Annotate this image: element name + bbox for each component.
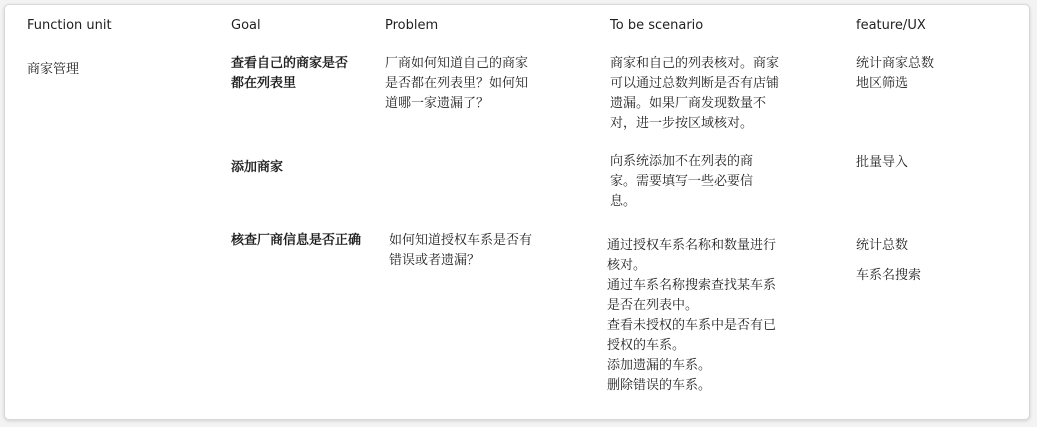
row-1-problem-line: 道哪一家遗漏了？	[385, 96, 490, 111]
row-1-problem-line: 是否都在列表里？如何知	[385, 76, 529, 91]
header-scenario: To be scenario	[610, 18, 704, 33]
row-3-scenario-line: 通过车系名称搜索查找某车系	[607, 278, 777, 293]
row-3-scenario-line: 添加遗漏的车系。	[607, 358, 712, 373]
row-3-feature-line: 车系名搜索	[856, 268, 922, 283]
row-3-scenario-line: 是否在列表中。	[607, 298, 699, 313]
row-1-problem	[385, 54, 528, 114]
function-unit-value: 商家管理	[27, 62, 80, 77]
row-1-problem-line: 厂商如何知道自己的商家	[385, 56, 529, 71]
row-3-feature-line: 统计总数	[856, 238, 909, 253]
row-1-scenario-line: 可以通过总数判断是否有店铺	[610, 76, 780, 91]
row-1-feature	[856, 54, 934, 94]
row-1-goal-line: 查看自己的商家是否	[231, 56, 349, 71]
table-card	[4, 4, 1030, 420]
row-3-scenario-line: 查看未授权的车系中是否有已	[607, 318, 777, 333]
row-3-scenario-line: 授权的车系。	[607, 338, 686, 353]
row-1-scenario-line: 对，进一步按区域核对。	[610, 116, 754, 131]
row-3-problem-line: 错误或者遗漏？	[389, 253, 481, 268]
row-1-scenario-line: 遗漏。如果厂商发现数量不	[610, 96, 767, 111]
row-3-feature	[856, 236, 908, 256]
row-2-feature	[856, 153, 908, 173]
row-2-scenario-line: 息。	[610, 194, 637, 209]
row-1-goal	[231, 54, 348, 94]
row-3-scenario-line: 通过授权车系名称和数量进行	[607, 238, 777, 253]
header-problem: Problem	[385, 18, 439, 33]
row-3-goal	[231, 231, 361, 251]
row-1-scenario-line: 商家和自己的列表核对。商家	[610, 56, 780, 71]
row-3-scenario-line: 删除错误的车系。	[607, 378, 712, 393]
header-goal: Goal	[231, 18, 261, 33]
row-3-goal-line: 核查厂商信息是否正确	[231, 233, 362, 248]
row-1-feature-line: 地区筛选	[856, 76, 909, 91]
row-1-scenario	[610, 54, 779, 134]
row-3-scenario-line: 核对。	[607, 258, 647, 273]
row-2-goal	[231, 158, 283, 178]
row-3-problem-line: 如何知道授权车系是否有	[389, 233, 533, 248]
row-2-scenario	[610, 152, 753, 212]
header-function-unit: Function unit	[27, 18, 112, 33]
row-1-feature-line: 统计商家总数	[856, 56, 935, 71]
header-feature: feature/UX	[856, 18, 926, 33]
row-2-feature-line: 批量导入	[856, 155, 909, 170]
row-3-problem	[389, 231, 532, 271]
row-2-scenario-line: 家。需要填写一些必要信	[610, 174, 754, 189]
row-3-scenario	[607, 236, 776, 396]
row-2-scenario-line: 向系统添加不在列表的商	[610, 154, 754, 169]
row-1-goal-line: 都在列表里	[231, 76, 297, 91]
row-2-goal-line: 添加商家	[231, 160, 284, 175]
row-3-feature-2	[856, 266, 921, 286]
